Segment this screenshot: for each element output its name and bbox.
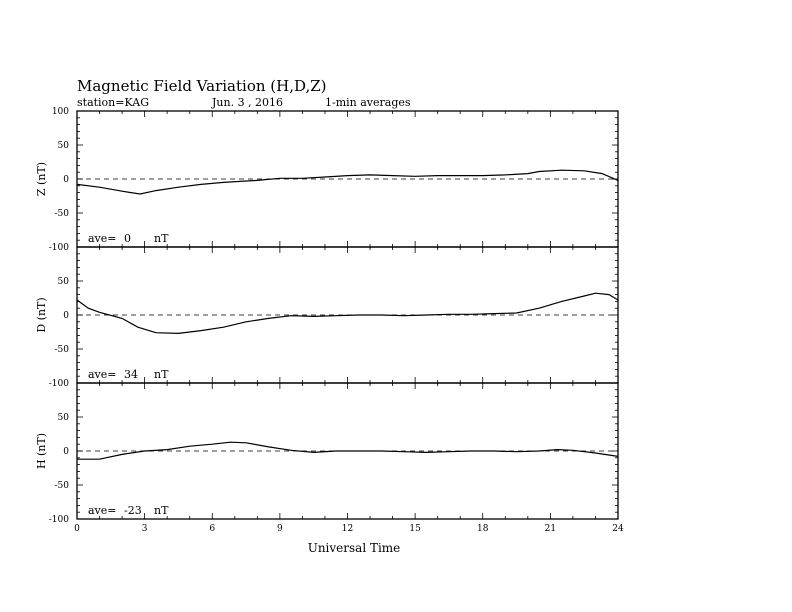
y-tick-label: 0 — [63, 311, 69, 321]
y-tick-label: 50 — [57, 141, 69, 151]
y-tick-label: 50 — [57, 277, 69, 287]
y-tick-label: -50 — [54, 209, 69, 219]
x-tick-label: 24 — [612, 524, 624, 534]
ave-unit: nT — [154, 504, 169, 517]
y-tick-label: 100 — [51, 107, 69, 117]
y-tick-label: 50 — [57, 413, 69, 423]
x-tick-label: 15 — [409, 524, 421, 534]
ave-unit: nT — [154, 232, 169, 245]
y-axis-label: H (nT) — [35, 432, 48, 470]
y-tick-label: 0 — [63, 447, 69, 457]
averages-label: 1-min averages — [325, 96, 411, 109]
x-tick-label: 3 — [141, 524, 148, 534]
y-tick-label: -100 — [48, 515, 69, 525]
y-tick-label: -100 — [48, 379, 69, 389]
panel-z — [35, 107, 618, 253]
series-line-z — [77, 170, 618, 194]
panel-d — [35, 247, 618, 389]
y-tick-label: 0 — [63, 175, 69, 185]
ave-label: ave= — [88, 232, 117, 245]
panel-h — [35, 383, 618, 525]
ave-label: ave= — [88, 504, 117, 517]
ave-value: 0 — [124, 232, 131, 245]
y-tick-label: -100 — [48, 243, 69, 253]
x-tick-label: 18 — [477, 524, 489, 534]
panels-group — [35, 107, 624, 534]
x-tick-label: 9 — [277, 524, 283, 534]
y-tick-label: -50 — [54, 481, 69, 491]
y-axis-label: Z (nT) — [35, 161, 48, 197]
x-tick-label: 0 — [74, 524, 80, 534]
x-tick-label: 6 — [209, 524, 216, 534]
series-line-d — [77, 293, 618, 333]
ave-value: 34 — [124, 368, 138, 381]
y-axis-label: D (nT) — [35, 297, 48, 333]
x-tick-label: 12 — [341, 524, 354, 534]
ave-unit: nT — [154, 368, 169, 381]
x-tick-label: 21 — [544, 524, 557, 534]
ave-value: -23 — [124, 504, 142, 517]
station-label: station=KAG — [77, 96, 149, 109]
series-line-h — [77, 442, 618, 459]
x-axis-label: Universal Time — [307, 541, 401, 555]
ave-label: ave= — [88, 368, 117, 381]
y-tick-label: -50 — [54, 345, 69, 355]
date-label: Jun. 3 , 2016 — [212, 96, 284, 109]
chart-title: Magnetic Field Variation (H,D,Z) — [77, 77, 327, 95]
